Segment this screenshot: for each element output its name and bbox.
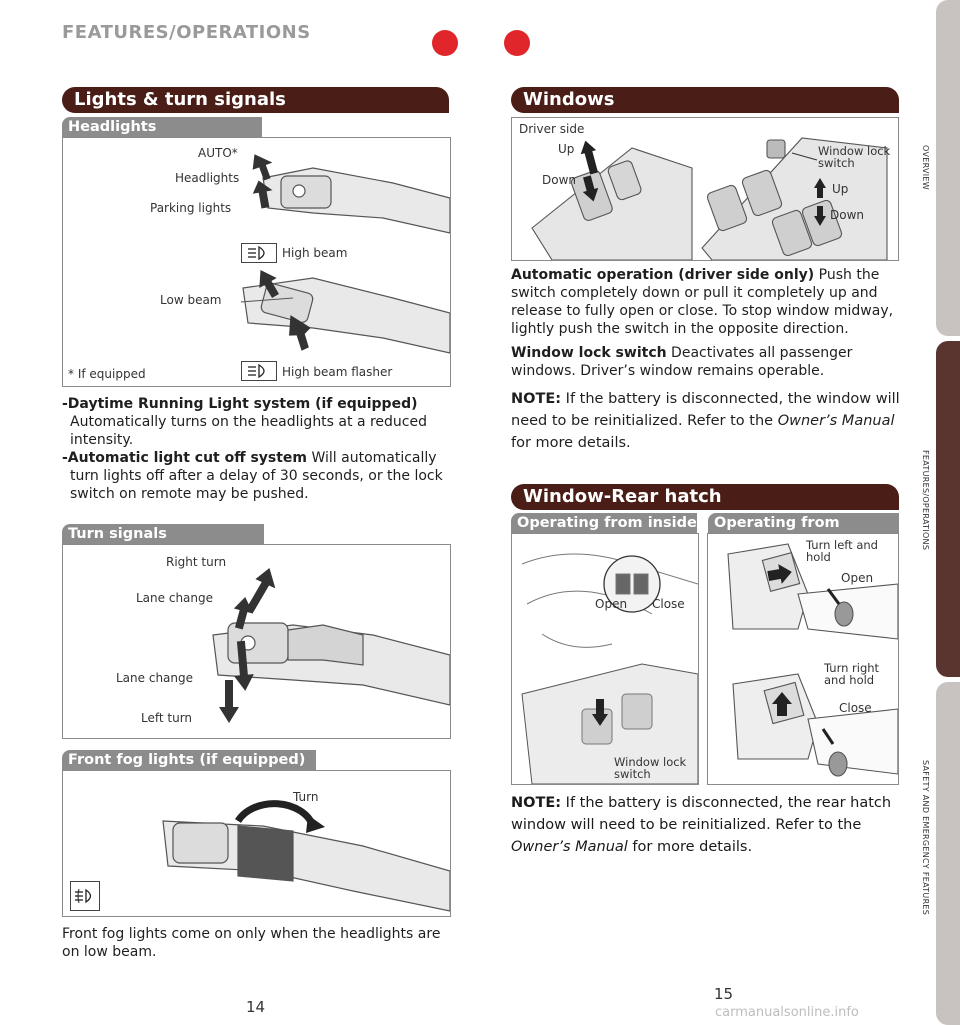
outside-close-label: Close — [839, 701, 872, 715]
windows-note-manual: Owner’s Manual — [777, 413, 895, 429]
up-left-label: Up — [558, 142, 575, 156]
fog-diagram — [62, 770, 451, 917]
down-right-label: Down — [830, 208, 865, 222]
down-left-label: Down — [542, 173, 577, 187]
binder-hole-right — [504, 30, 530, 56]
tab-overview[interactable] — [936, 0, 960, 336]
drl-text: Automatically turns on the headlights at a reduced intensity. — [70, 414, 427, 448]
fog-light-icon — [70, 881, 100, 911]
outside-open-label: Open — [841, 571, 874, 585]
rear-hatch-banner: Window-Rear hatch — [511, 484, 899, 510]
tab-features-operations[interactable] — [936, 341, 960, 677]
turn-right-label: Turn right and hold — [824, 661, 880, 687]
binder-hole-left — [432, 30, 458, 56]
turn-left-label: Turn left and hold — [806, 538, 878, 564]
headlights-label: Headlights — [175, 171, 240, 185]
rear-note-label: NOTE: — [511, 795, 562, 811]
footnote: * If equipped — [68, 367, 146, 381]
page-number-right: 15 — [714, 985, 734, 1003]
parking-lights-label: Parking lights — [150, 201, 232, 215]
inside-close-label: Close — [652, 597, 685, 611]
fog-title: Front fog lights (if equipped) — [62, 750, 316, 770]
tab-safety[interactable] — [936, 682, 960, 1025]
side-label-features: FEATURES/OPERATIONS — [921, 450, 930, 551]
high-beam-flasher-label: High beam flasher — [282, 365, 393, 379]
auto-op-text: Push the switch completely down or pull it completely up and release to fully open or close. To stop window midway, lightly push the switch in the opposite direction. — [511, 267, 894, 337]
turn-signals-title: Turn signals — [62, 524, 264, 544]
drl-title: -Daytime Running Light system (if equipped) — [62, 396, 418, 412]
left-turn-label: Left turn — [141, 711, 193, 725]
outside-diagram — [707, 533, 899, 785]
outside-title: Operating from — [708, 513, 899, 533]
page-title: FEATURES/OPERATIONS — [62, 22, 311, 43]
cutoff-text-first: Will automatically — [311, 450, 437, 466]
rear-hatch-note — [511, 792, 901, 858]
inside-window-lock-label: Window lock switch — [614, 755, 687, 781]
rear-note-manual: Owner’s Manual — [511, 839, 628, 855]
fog-turn-label: Turn — [293, 790, 319, 804]
auto-label: AUTO* — [198, 146, 238, 160]
cutoff-title: -Automatic light cut off system — [62, 450, 308, 466]
window-lock-switch-label: Window lock switch — [818, 144, 891, 170]
inside-open-label: Open — [595, 597, 628, 611]
high-beam-label: High beam — [282, 246, 348, 260]
cutoff-text: turn lights off after a delay of 30 seconds, or the lock switch on remote may be pushed. — [70, 468, 443, 502]
inside-diagram — [511, 533, 699, 785]
driver-side-label: Driver side — [519, 122, 585, 136]
turn-lever-illustration — [63, 545, 450, 738]
lock-text: Deactivates all passenger windows. Driver’s window remains operable. — [511, 345, 853, 379]
low-beam-label: Low beam — [160, 293, 222, 307]
high-beam-icon — [241, 243, 277, 263]
windows-text — [511, 266, 901, 454]
fog-note: Front fog lights come on only when the headlights are on low beam. — [62, 926, 441, 960]
turn-signals-diagram — [62, 544, 451, 739]
headlights-title: Headlights — [62, 117, 262, 137]
side-label-overview: OVERVIEW — [921, 145, 930, 191]
windows-banner: Windows — [511, 87, 899, 113]
watermark: carmanualsonline.info — [715, 1005, 859, 1020]
high-beam-flasher-icon — [241, 361, 277, 381]
inside-title: Operating from inside — [511, 513, 697, 533]
headlights-diagram — [62, 137, 451, 387]
page-number-left: 14 — [246, 998, 266, 1016]
up-right-label: Up — [832, 182, 849, 196]
inside-illustration — [512, 534, 698, 784]
rear-note-end: for more details. — [632, 839, 753, 855]
side-label-safety: SAFETY AND EMERGENCY FEATURES — [921, 760, 930, 916]
right-turn-label: Right turn — [166, 555, 227, 569]
windows-note-text: If the battery is disconnected, the window will need to be reinitialized. Refer to the — [511, 391, 900, 429]
lights-banner: Lights & turn signals — [62, 87, 449, 113]
auto-op-title: Automatic operation (driver side only) — [511, 267, 815, 283]
fog-lever-illustration — [63, 771, 450, 916]
windows-diagram — [511, 117, 899, 261]
lane-change-up-label: Lane change — [136, 591, 214, 605]
lock-title: Window lock switch — [511, 345, 667, 361]
rear-note-text: If the battery is disconnected, the rear hatch window will need to be reinitialized. Refer to the — [511, 795, 892, 833]
drl-block — [62, 395, 452, 503]
lane-change-down-label: Lane change — [116, 671, 194, 685]
windows-note-label: NOTE: — [511, 391, 562, 407]
windows-note-end: for more details. — [511, 435, 631, 451]
